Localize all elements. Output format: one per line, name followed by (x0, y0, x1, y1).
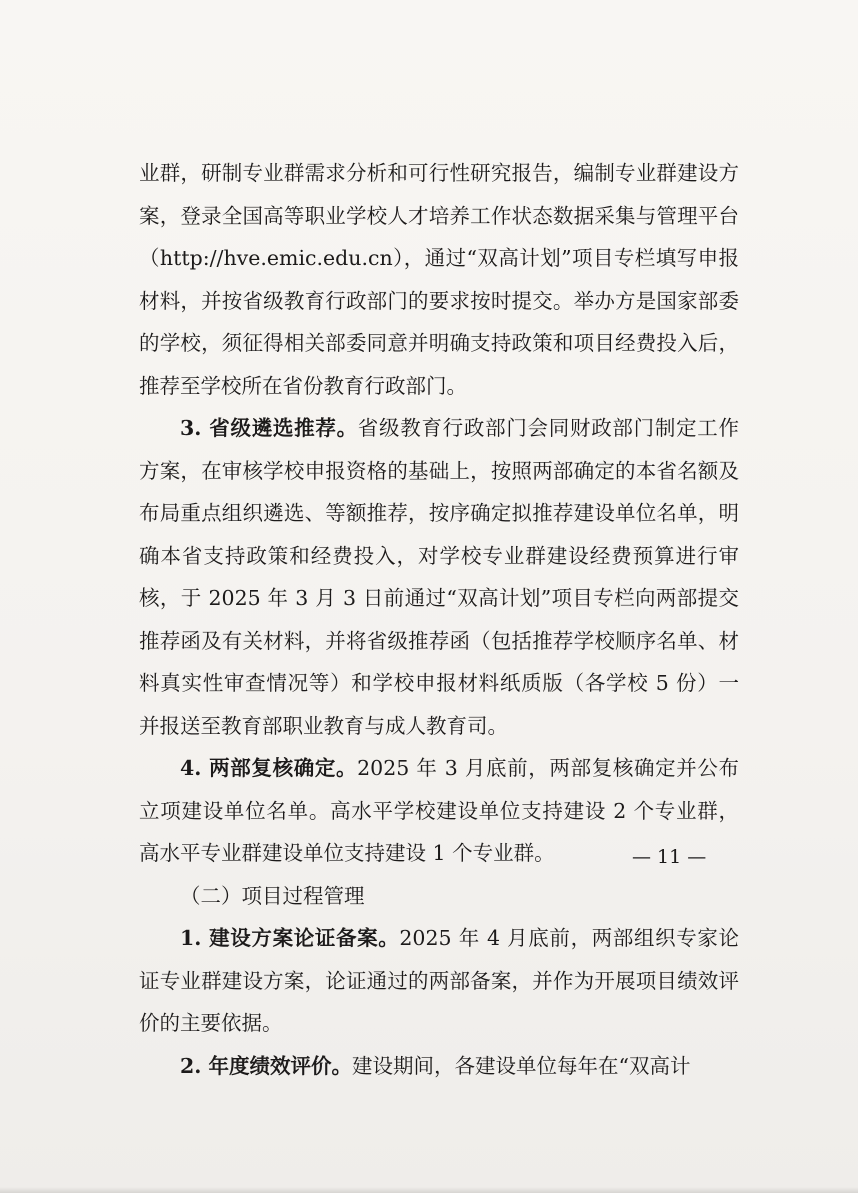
page-number: — 11 — (632, 846, 707, 868)
paragraph-text: 建设期间，各建设单位每年在“双高计 (352, 1053, 691, 1078)
paragraph-text: 2025 年 4 月底前，两部组织专家论证专业群建设方案，论证通过的两部备案，并作为开展项目绩效评价的主要依据。 (139, 926, 739, 1035)
item-heading: 2. 年度绩效评价。 (180, 1053, 353, 1078)
item-heading: 3. 省级遴选推荐。 (180, 416, 358, 440)
page-edge (0, 1187, 858, 1193)
item-heading: 4. 两部复核确定。 (180, 756, 358, 780)
item-heading: 1. 建设方案论证备案。 (180, 926, 400, 950)
paragraph-provincial-selection (139, 407, 739, 747)
section-heading: （二）项目过程管理 (180, 883, 365, 908)
paragraph-text: 业群，研制专业群需求分析和可行性研究报告，编制专业群建设方案，登录全国高等职业学校人才培养工作状态数据采集与管理平台（http://hve.emic.edu.cn），通过“双高计划”项目专栏填写申报材料，并按省级教育行政部门的要求按时提交。举办方是国家部委的学校，须征得相关部委同意并明确支持政策和项目经费投入后，推荐至学校所在省份教育行政部门。 (139, 161, 739, 398)
paragraph-text: 省级教育行政部门会同财政部门制定工作方案，在审核学校申报资格的基础上，按照两部确定的本省名额及布局重点组织遴选、等额推荐，按序确定拟推荐建设单位名单，明确本省支持政策和经费投入，对学校专业群建设经费预算进行审核，于 2025 年 3 月 3 日前通过“双高计划”项目专栏向两部提交推荐函及有关材料，并将省级推荐函（包括推荐学校顺序名单、材料真实性审查情况等）和学校申报材料纸质版（各学校 5 份）一并报送至教育部职业教育与成人教育司。 (139, 416, 740, 738)
paragraph-continuation (139, 152, 739, 407)
document-body (139, 152, 739, 1087)
paragraph-plan-filing (139, 917, 739, 1045)
paragraph-annual-evaluation (139, 1045, 739, 1088)
paragraph-text: 2025 年 3 月底前，两部复核确定并公布立项建设单位名单。高水平学校建设单位支持建设 2 个专业群，高水平专业群建设单位支持建设 1 个专业群。 (139, 756, 739, 865)
